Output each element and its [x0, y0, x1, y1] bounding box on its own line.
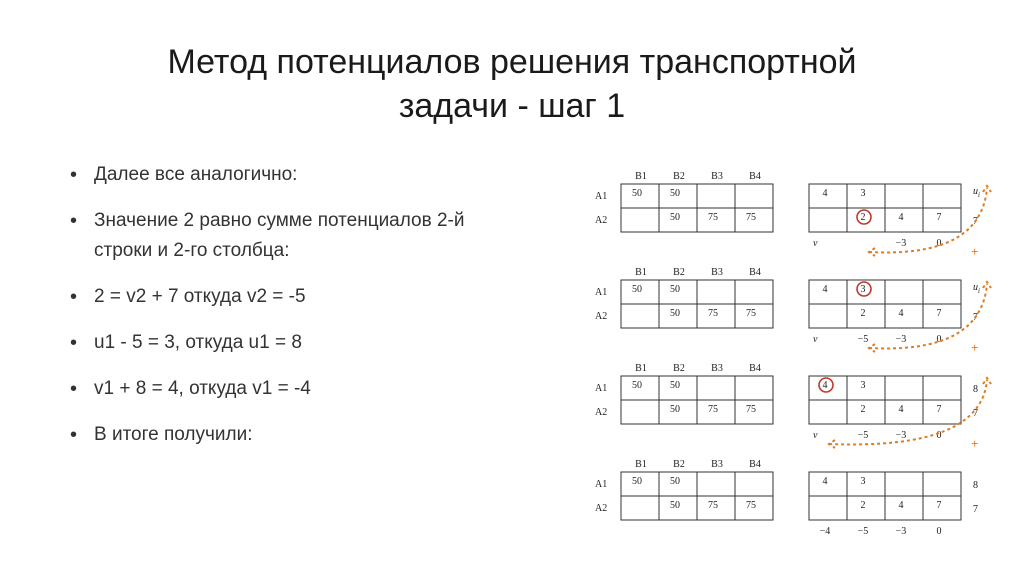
cost-cell [885, 280, 923, 304]
v-value: 0 [936, 526, 942, 537]
page-title [0, 40, 1024, 128]
cost-cell [847, 184, 885, 208]
bullet-item: • В итоге получили: [70, 420, 570, 450]
u-header: $u_i$ [973, 186, 980, 199]
v-value: 0 [936, 430, 942, 441]
plan-value: 75 [746, 212, 756, 223]
v-label: v [813, 238, 818, 249]
bullet-item: • Значение 2 равно сумме потенциалов 2-й [70, 206, 570, 236]
column-header: B3 [711, 267, 723, 278]
bullet-item-continuation: строки и 2-го столбца: [94, 240, 290, 261]
v-value: −4 [819, 526, 831, 537]
column-header: B2 [673, 459, 685, 470]
plan-cell [621, 208, 659, 232]
cost-cell [809, 376, 847, 400]
column-header: B3 [711, 171, 723, 182]
v-value: −3 [895, 430, 907, 441]
plan-value: 75 [708, 404, 718, 415]
row-label: A2 [595, 215, 608, 226]
bullet-item: • v1 + 8 = 4, откуда v1 = -4 [70, 374, 570, 404]
cost-value: 3 [860, 284, 866, 295]
plus-sign: + [971, 244, 979, 259]
plan-value: 75 [746, 404, 756, 415]
bullet-item: • 2 = v2 + 7 откуда v2 = -5 [70, 282, 570, 312]
cost-value: 7 [936, 212, 942, 223]
bullet-dot-icon: • [70, 286, 78, 308]
cost-cell [885, 472, 923, 496]
plan-cell [621, 496, 659, 520]
u-value: 8 [973, 384, 978, 395]
cost-cell [809, 472, 847, 496]
potentials-tables-figure [585, 160, 1005, 540]
u-value: 7 [973, 504, 978, 515]
v-label: v [813, 430, 818, 441]
cost-value: 4 [898, 500, 904, 511]
cost-value: 4 [822, 188, 828, 199]
cost-value: 7 [936, 308, 942, 319]
plus-sign: + [971, 436, 979, 451]
cost-cell [809, 496, 847, 520]
column-header: B2 [673, 171, 685, 182]
cost-cell [809, 184, 847, 208]
cost-cell [809, 304, 847, 328]
plan-value: 50 [670, 476, 680, 487]
cost-cell [885, 496, 923, 520]
bullet-item: • Далее все аналогично: [70, 160, 570, 190]
column-header: B4 [749, 459, 761, 470]
column-header: B1 [635, 363, 647, 374]
cost-value: 4 [898, 308, 904, 319]
cost-value: 7 [936, 404, 942, 415]
row-label: A1 [595, 287, 608, 298]
cost-value: 2 [860, 308, 866, 319]
cost-value: 4 [822, 476, 828, 487]
cost-value: 4 [822, 380, 828, 391]
plan-cell [735, 280, 773, 304]
row-label: A1 [595, 383, 608, 394]
column-header: B1 [635, 459, 647, 470]
row-label: A2 [595, 407, 608, 418]
plan-value: 50 [632, 284, 642, 295]
v-value: −3 [895, 334, 907, 345]
plan-value: 75 [708, 212, 718, 223]
plus-sign: + [971, 340, 979, 355]
column-header: B2 [673, 267, 685, 278]
row-label: A1 [595, 191, 608, 202]
v-value: 0 [936, 334, 942, 345]
cost-value: 3 [860, 188, 866, 199]
plan-value: 50 [632, 188, 642, 199]
row-label: A2 [595, 311, 608, 322]
cost-cell [923, 376, 961, 400]
column-header: B1 [635, 267, 647, 278]
plan-cell [735, 376, 773, 400]
cost-cell [885, 208, 923, 232]
plan-value: 50 [670, 212, 680, 223]
cost-cell [847, 280, 885, 304]
column-header: B3 [711, 459, 723, 470]
plan-value: 50 [670, 308, 680, 319]
cost-cell [923, 472, 961, 496]
cost-cell [847, 376, 885, 400]
plan-value: 50 [670, 284, 680, 295]
cost-value: 4 [898, 404, 904, 415]
column-header: B4 [749, 363, 761, 374]
u-value: 7 [973, 312, 978, 323]
plan-value: 75 [746, 500, 756, 511]
v-value: −5 [857, 526, 869, 537]
bullet-dot-icon: • [70, 378, 78, 400]
cost-cell [809, 280, 847, 304]
column-header: B4 [749, 267, 761, 278]
cost-cell [847, 472, 885, 496]
v-label: v [813, 334, 818, 345]
plan-cell [697, 184, 735, 208]
title-line-2: задачи - шаг 1 [398, 87, 626, 125]
u-value: 8 [973, 480, 978, 491]
plan-value: 50 [632, 380, 642, 391]
plan-cell [697, 376, 735, 400]
cost-cell [923, 304, 961, 328]
bullet-list [70, 160, 570, 466]
cost-cell [923, 280, 961, 304]
column-header: B2 [673, 363, 685, 374]
row-label: A1 [595, 479, 608, 490]
cost-value: 7 [936, 500, 942, 511]
plan-value: 50 [670, 188, 680, 199]
bullet-dot-icon: • [70, 164, 78, 186]
plan-value: 75 [708, 308, 718, 319]
plan-cell [621, 304, 659, 328]
arrow-head-icon [983, 282, 991, 288]
cost-value: 3 [860, 380, 866, 391]
arrow-head-icon [983, 186, 991, 192]
plan-cell [735, 184, 773, 208]
plan-value: 50 [670, 500, 680, 511]
cost-value: 4 [822, 284, 828, 295]
column-header: B3 [711, 363, 723, 374]
cost-cell [923, 184, 961, 208]
cost-value: 2 [860, 500, 866, 511]
cost-cell [847, 496, 885, 520]
v-value: −3 [895, 238, 907, 249]
u-value: 7 [973, 216, 978, 227]
cost-value: 2 [860, 404, 866, 415]
bullet-dot-icon: • [70, 424, 78, 446]
plan-value: 50 [670, 380, 680, 391]
cost-cell [885, 376, 923, 400]
cost-value: 2 [860, 212, 866, 223]
row-label: A2 [595, 503, 608, 514]
cost-cell [847, 304, 885, 328]
bullet-dot-icon: • [70, 210, 78, 232]
cost-cell [809, 208, 847, 232]
v-value: −5 [857, 334, 869, 345]
v-value: −3 [895, 526, 907, 537]
cost-value: 3 [860, 476, 866, 487]
cost-cell [809, 400, 847, 424]
cost-cell [885, 304, 923, 328]
cost-value: 4 [898, 212, 904, 223]
u-value: 7 [973, 408, 978, 419]
plan-value: 50 [632, 476, 642, 487]
plan-cell [735, 472, 773, 496]
v-value: −5 [857, 430, 869, 441]
cost-cell [923, 208, 961, 232]
cost-cell [885, 184, 923, 208]
plan-value: 75 [746, 308, 756, 319]
v-value: 0 [936, 238, 942, 249]
title-line-1: Метод потенциалов решения транспортной [167, 43, 857, 81]
cost-cell [923, 496, 961, 520]
plan-value: 50 [670, 404, 680, 415]
column-header: B1 [635, 171, 647, 182]
cost-cell [885, 400, 923, 424]
cost-cell [847, 208, 885, 232]
cost-cell [923, 400, 961, 424]
bullet-dot-icon: • [70, 332, 78, 354]
cost-cell [847, 400, 885, 424]
plan-cell [697, 280, 735, 304]
plan-cell [621, 400, 659, 424]
column-header: B4 [749, 171, 761, 182]
plan-cell [697, 472, 735, 496]
bullet-item: • u1 - 5 = 3, откуда u1 = 8 [70, 328, 570, 358]
u-header: $u_i$ [973, 282, 980, 295]
plan-value: 75 [708, 500, 718, 511]
